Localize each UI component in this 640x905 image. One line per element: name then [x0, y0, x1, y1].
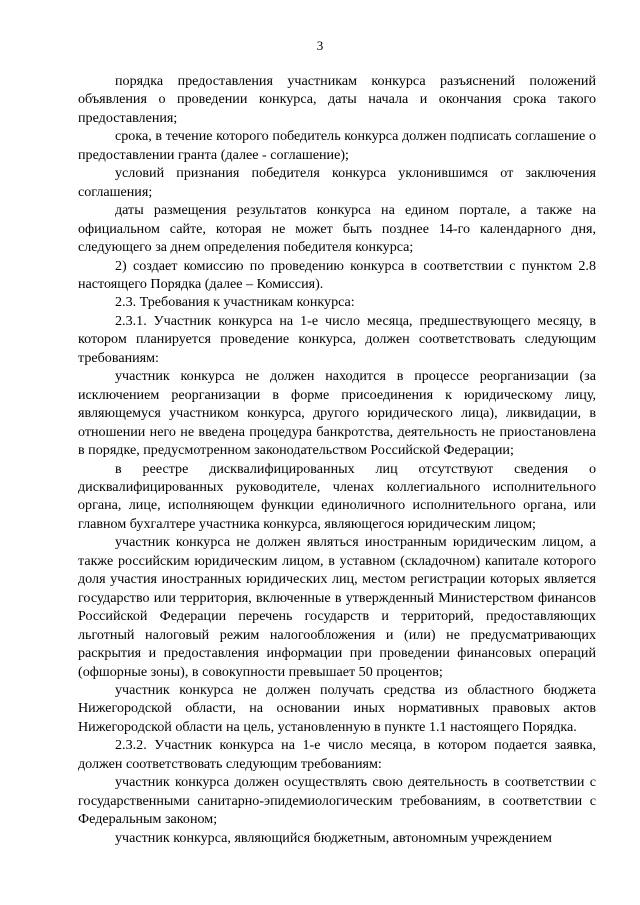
- paragraph: участник конкурса должен осуществлять свою деятельность в соответствии с государственными санитарно-эпидемиологическим требованиям, в соответствии с Федеральным законом;: [78, 774, 596, 828]
- paragraph: даты размещения результатов конкурса на едином портале, а также на официальном сайте, которая не может быть позднее 14-го календарного дня, следующего за днем определения победителя конкурса;: [78, 202, 596, 256]
- paragraph: срока, в течение которого победитель конкурса должен подписать соглашение о предоставлении гранта (далее - соглашение);: [78, 128, 596, 163]
- paragraph: порядка предоставления участникам конкурса разъяснений положений объявления о проведении конкурса, даты начала и окончания срока такого предоставления;: [78, 73, 596, 126]
- paragraph: в реестре дисквалифицированных лиц отсутствуют сведения о дисквалифицированных руководителе, членах коллегиального исполнительного органа, лице, исполняющем функции единоличного исполнительного органа, или главном бухгалтере участника конкурса, являющегося юридическим лицом;: [78, 460, 596, 532]
- paragraph: участник конкурса не должен получать средства из областного бюджета Нижегородской области, на основании иных нормативных правовых актов Нижегородской области на цель, установленную в пункте 1.1 настоящего Порядка.: [78, 681, 596, 735]
- paragraph: участник конкурса не должен являться иностранным юридическим лицом, а также российским юридическим лицом, в уставном (складочном) капитале которого доля участия иностранных юридических лиц, местом регистрации которых является государство или территория, включенные в утвержденный Министерством финансов Российской Федерации перечень государств и территорий, предоставляющих льготный налоговый режим налогообложения и (или) не предусматривающих раскрытия и предоставления информации при проведении финансовых операций (офшорные зоны), в совокупности превышает 50 процентов;: [78, 534, 596, 680]
- paragraph: участник конкурса не должен находится в процессе реорганизации (за исключением реорганизации в форме присоединения к юридическому лицу, являющемуся участником конкурса, другого юридического лица), ликвидации, в отношении него не введена процедура банкротства, деятельность не приостановлена в порядке, предусмотренном законодательством Российской Федерации;: [78, 368, 596, 459]
- section-heading: 2.3. Требования к участникам конкурса:: [115, 294, 355, 311]
- paragraph: 2) создает комиссию по проведению конкурса в соответствии с пунктом 2.8 настоящего Порядка (далее – Комиссия).: [78, 257, 596, 292]
- paragraph: 2.3.1. Участник конкурса на 1-е число месяца, предшествующего месяцу, в котором планируется проведение конкурса, должен соответствовать следующим требованиям:: [78, 312, 596, 366]
- document-body: [78, 72, 596, 847]
- paragraph: 2.3.2. Участник конкурса на 1-е число месяца, в котором подается заявка, должен соответствовать следующим требованиям:: [78, 737, 596, 772]
- page-number: 3: [316, 38, 324, 53]
- paragraph: участник конкурса, являющийся бюджетным, автономным учреждением: [115, 829, 552, 846]
- paragraph: условий признания победителя конкурса уклонившимся от заключения соглашения;: [78, 165, 596, 200]
